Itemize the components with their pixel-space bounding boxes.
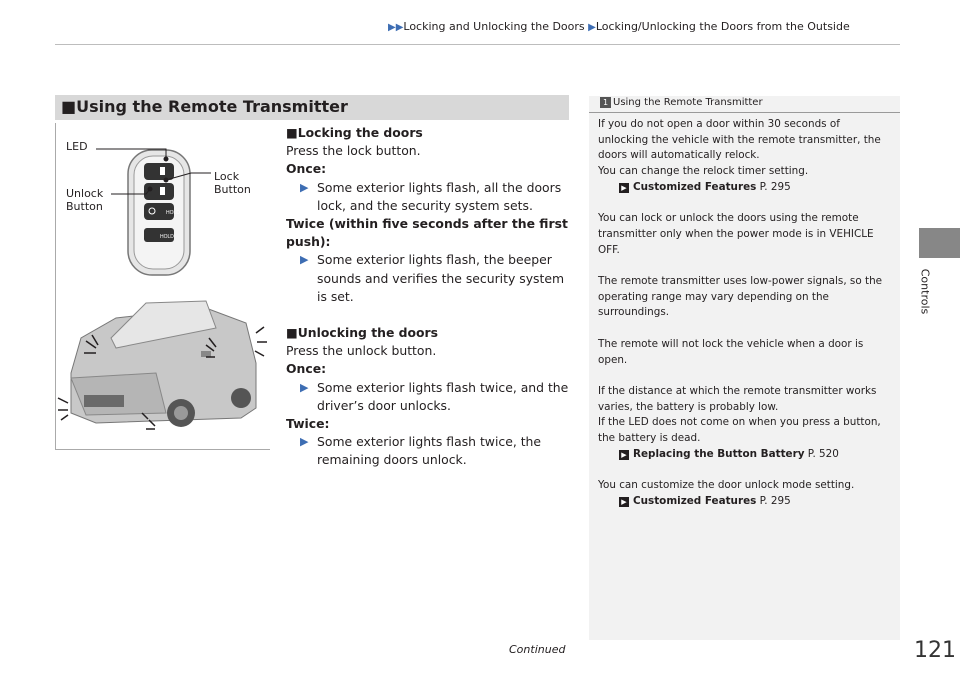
once-label: Once: (286, 161, 327, 177)
sidebar-body (598, 117, 892, 510)
figure (55, 123, 270, 450)
section-title-text: Using the Remote Transmitter (76, 97, 348, 116)
led-label: LED (66, 140, 88, 153)
twice-within-label: Twice (within five seconds after the first push): (286, 216, 568, 250)
lock-button-label: Lock Button (214, 170, 251, 196)
main-content (286, 124, 570, 470)
truck-illustration (71, 301, 256, 427)
result-arrow-icon: ▶ (300, 380, 309, 394)
lock-once-result: ▶ Some exterior lights flash, all the doors lock, and the security system sets. (300, 179, 562, 213)
locking-heading: ■Locking the doors (286, 125, 423, 140)
key-fob-illustration (128, 150, 190, 275)
breadcrumb-item-2[interactable]: Locking/Unlocking the Doors from the Outside (595, 20, 850, 33)
cross-reference-link[interactable]: ▶ Replacing the Button Battery P. 520 (598, 447, 892, 463)
section-title (61, 97, 348, 116)
note-paragraph: You can customize the door unlock mode setting. (598, 479, 855, 492)
page-number: 121 (914, 638, 956, 663)
note-paragraph: If the LED does not come on when you press a button, the battery is dead. (598, 416, 881, 444)
note-paragraph: You can lock or unlock the doors using the remote transmitter only when the power mode is in VEHICLE OFF. (598, 212, 874, 256)
reference-arrow-icon: ▶ (619, 450, 629, 460)
note-paragraph: The remote will not lock the vehicle when a door is open. (598, 337, 864, 366)
note-paragraph: You can change the relock timer setting. (598, 165, 809, 178)
unlock-button-label: Unlock Button (66, 187, 104, 213)
sidebar-title-text: Using the Remote Transmitter (613, 97, 763, 108)
continued-label: Continued (509, 643, 566, 656)
note-paragraph: If the distance at which the remote transmitter works varies, the battery is probably low. (598, 384, 877, 413)
result-arrow-icon: ▶ (300, 180, 309, 194)
cross-reference-link[interactable]: ▶ Customized Features P. 295 (598, 180, 892, 196)
breadcrumb-arrow-icon: ▶▶ (388, 22, 404, 33)
chapter-tab-label: Controls (918, 268, 932, 315)
unlock-twice-label: Twice: (286, 416, 330, 432)
unlock-twice-result: ▶ Some exterior lights flash twice, the remaining doors unlock. (300, 434, 542, 468)
locking-instruction: Press the lock button. (286, 143, 421, 159)
hold-label-1: HOLD (166, 210, 180, 216)
reference-arrow-icon: ▶ (619, 183, 629, 193)
header-divider (55, 44, 900, 45)
breadcrumb (388, 20, 850, 33)
sidebar-title (600, 97, 763, 108)
note-number-icon: 1 (600, 97, 611, 108)
unlock-once-label: Once: (286, 361, 327, 377)
unlocking-heading: ■Unlocking the doors (286, 325, 439, 341)
breadcrumb-arrow-icon: ▶ (588, 22, 596, 33)
section-square-icon: ■ (61, 97, 77, 116)
unlocking-instruction: Press the unlock button. (286, 343, 437, 359)
note-paragraph: If you do not open a door within 30 seconds of unlocking the vehicle with the remote transmitter, the doors will automatically relock. (598, 118, 881, 162)
lock-twice-result: ▶ Some exterior lights flash, the beeper sounds and verifies the security system is set. (300, 252, 565, 304)
result-arrow-icon: ▶ (300, 253, 309, 267)
result-arrow-icon: ▶ (300, 435, 309, 449)
reference-arrow-icon: ▶ (619, 497, 629, 507)
breadcrumb-item-1[interactable]: Locking and Unlocking the Doors (403, 20, 585, 33)
cross-reference-link[interactable]: ▶ Customized Features P. 295 (598, 494, 892, 510)
hold-label-2: HOLD (160, 234, 174, 240)
note-paragraph: The remote transmitter uses low-power signals, so the operating range may vary depending on the surroundings. (598, 275, 883, 319)
chapter-tab-label-wrap (915, 255, 943, 335)
unlock-once-result: ▶ Some exterior lights flash twice, and the driver’s door unlocks. (300, 379, 569, 413)
